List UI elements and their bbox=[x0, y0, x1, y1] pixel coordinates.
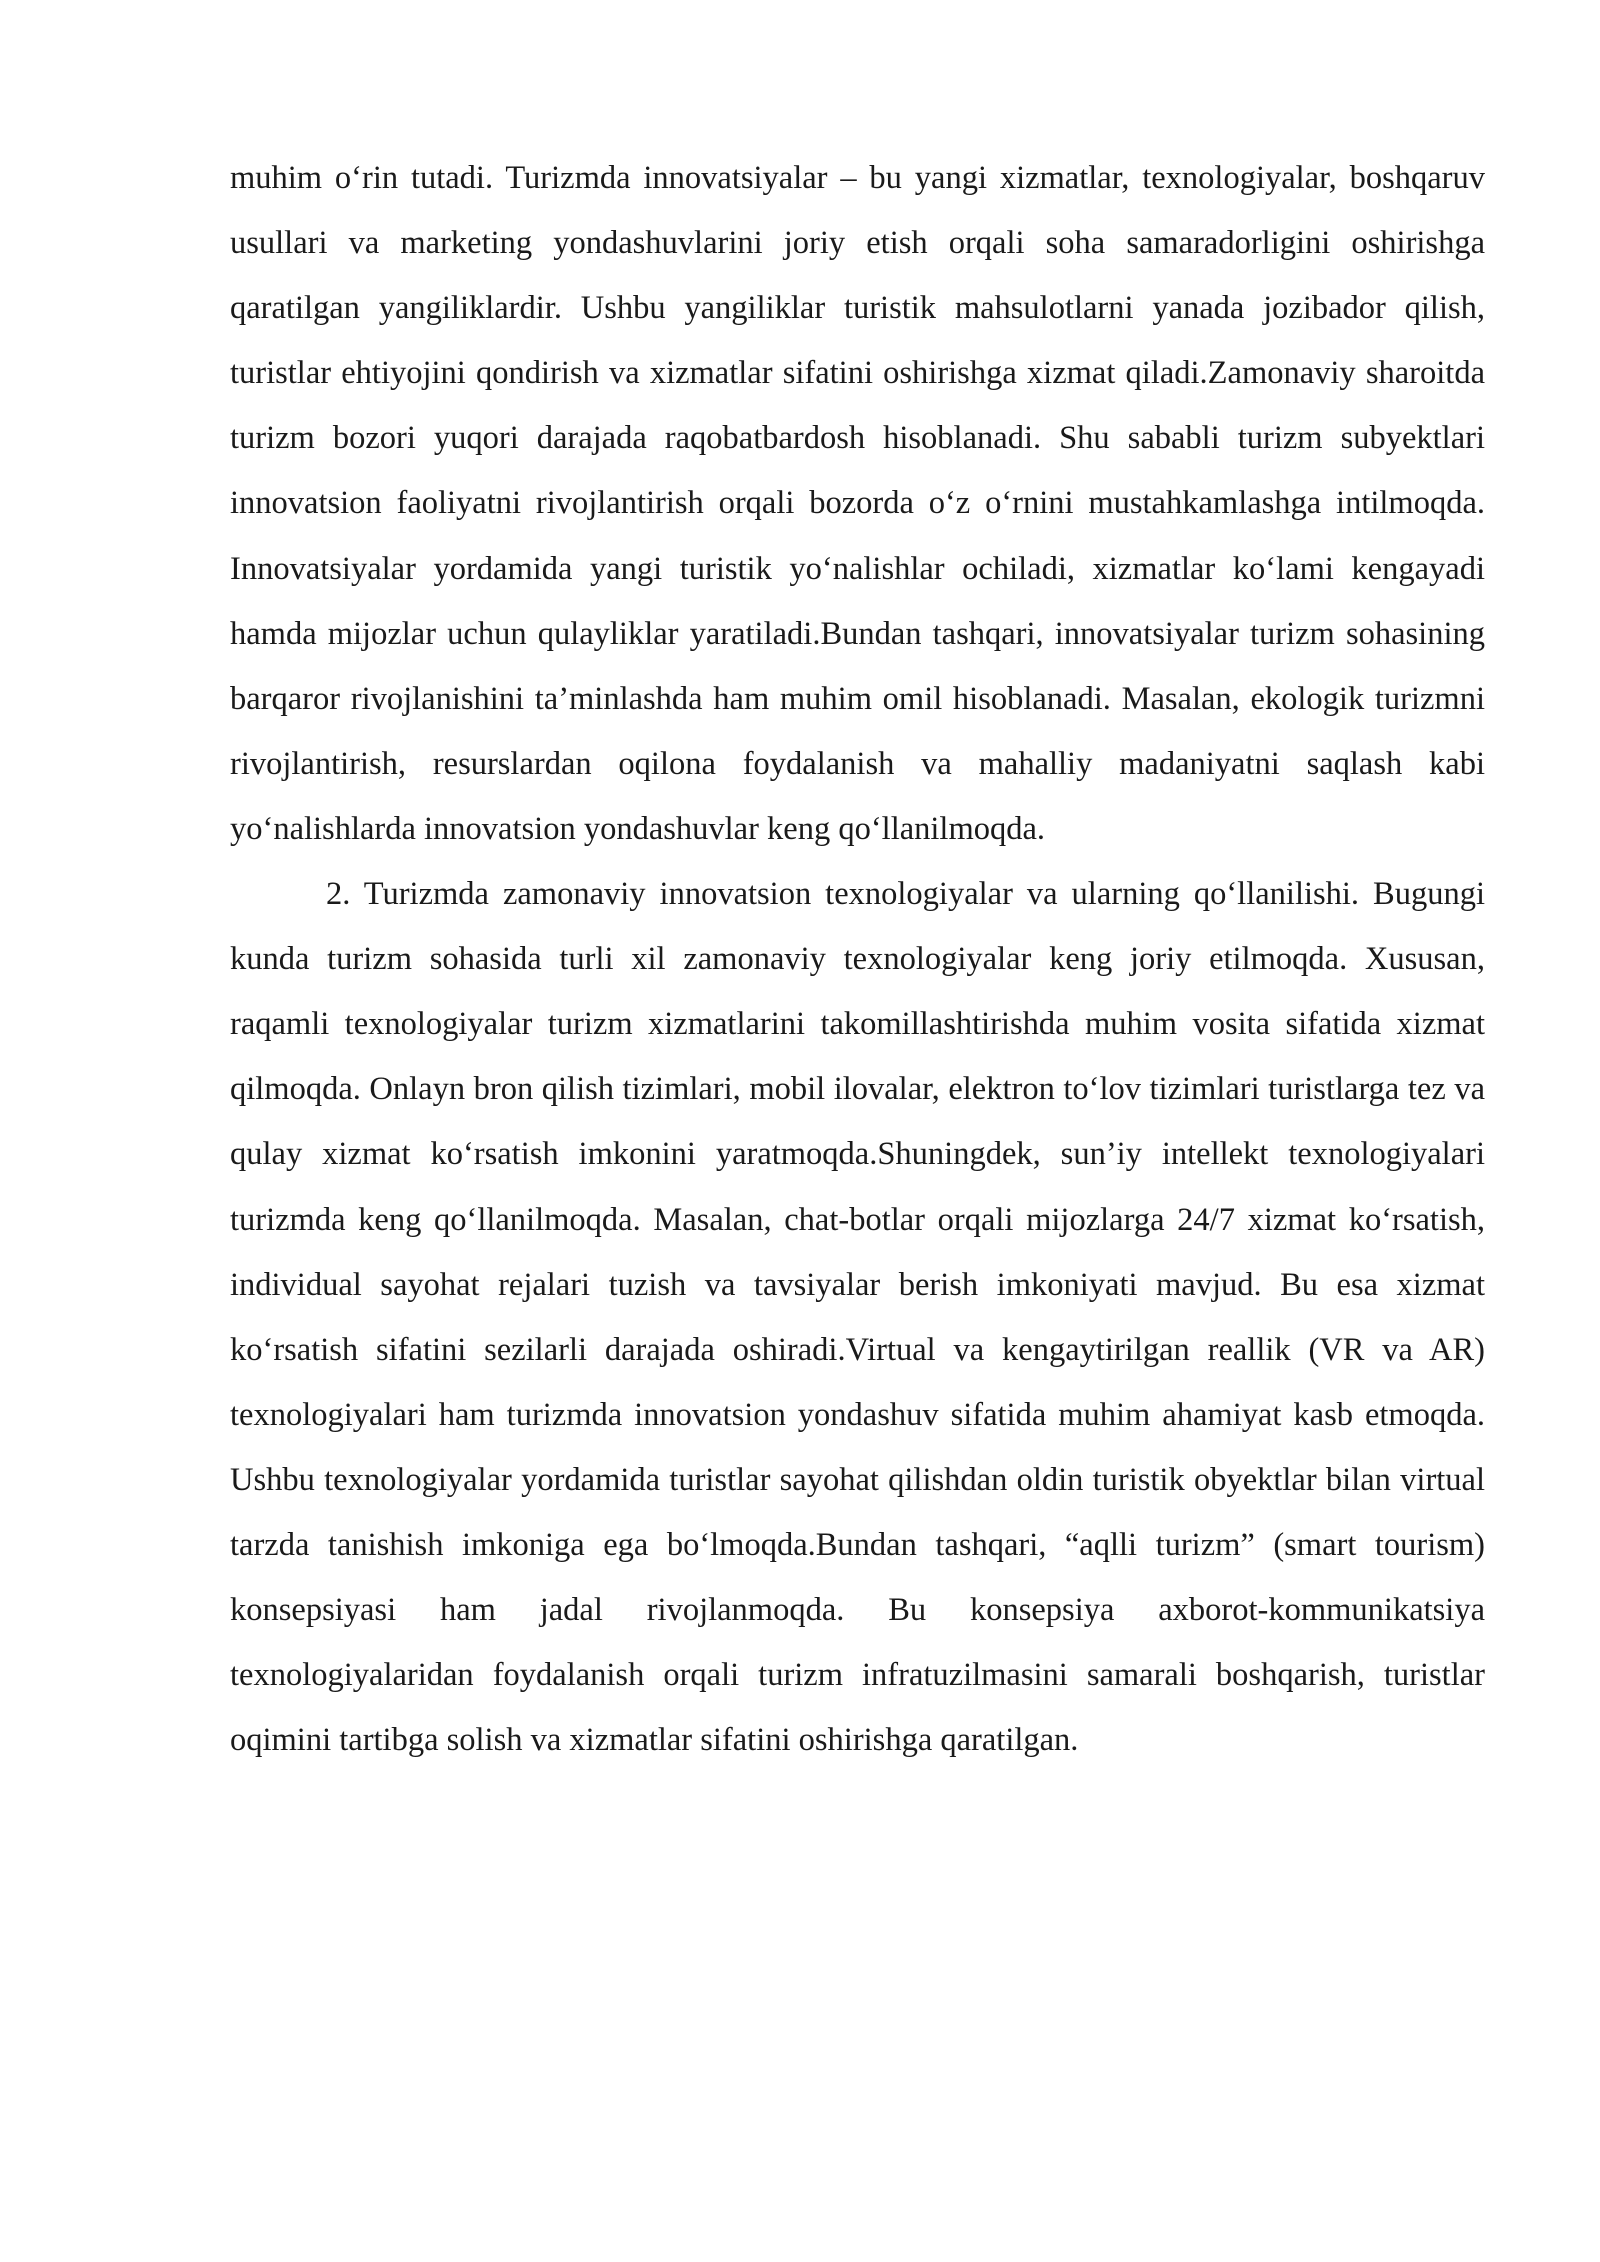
body-paragraph: muhim o‘rin tutadi. Turizmda innovatsiyalar – bu yangi xizmatlar, texnologiyalar, boshqaruv usullari va marketing yondashuvlarini joriy etish orqali soha samaradorligini oshirishga qaratilgan yangiliklardir. Ushbu yangiliklar turistik mahsulotlarni yanada jozibador qilish, turistlar ehtiyojini qondirish va xizmatlar sifatini oshirishga xizmat qiladi.Zamonaviy sharoitda turizm bozori yuqori darajada raqobatbardosh hisoblanadi. Shu sababli turizm subyektlari innovatsion faoliyatni rivojlantirish orqali bozorda o‘z o‘rnini mustahkamlashga intilmoqda. Innovatsiyalar yordamida yangi turistik yo‘nalishlar ochiladi, xizmatlar ko‘lami kengayadi hamda mijozlar uchun qulayliklar yaratiladi.Bundan tashqari, innovatsiyalar turizm sohasining barqaror rivojlanishini ta’minlashda ham muhim omil hisoblanadi. Masalan, ekologik turizmni rivojlantirish, resurslardan oqilona foydalanish va mahalliy madaniyatni saqlash kabi yo‘nalishlarda innovatsion yondashuvlar keng qo‘llanilmoqda. bbox=[230, 160, 1485, 847]
section-paragraph: 2. Turizmda zamonaviy innovatsion texnologiyalar va ularning qo‘llanilishi. Bugungi kunda turizm sohasida turli xil zamonaviy texnologiyalar keng joriy etilmoqda. Xususan, raqamli texnologiyalar turizm xizmatlarini takomillashtirishda muhim vosita sifatida xizmat qilmoqda. Onlayn bron qilish tizimlari, mobil ilovalar, elektron to‘lov tizimlari turistlarga tez va qulay xizmat ko‘rsatish imkonini yaratmoqda.Shuningdek, sun’iy intellekt texnologiyalari turizmda keng qo‘llanilmoqda. Masalan, chat-botlar orqali mijozlarga 24/7 xizmat ko‘rsatish, individual sayohat rejalari tuzish va tavsiyalar berish imkoniyati mavjud. Bu esa xizmat ko‘rsatish sifatini sezilarli darajada oshiradi.Virtual va kengaytirilgan reallik (VR va AR) texnologiyalari ham turizmda innovatsion yondashuv sifatida muhim ahamiyat kasb etmoqda. Ushbu texnologiyalar yordamida turistlar sayohat qilishdan oldin turistik obyektlar bilan virtual tarzda tanishish imkoniga ega bo‘lmoqda.Bundan tashqari, “aqlli turizm” (smart tourism) konsepsiyasi ham jadal rivojlanmoqda. Bu konsepsiya axborot-kommunikatsiya texnologiyalaridan foydalanish orqali turizm infratuzilmasini samarali boshqarish, turistlar oqimini tartibga solish va xizmatlar sifatini oshirishga qaratilgan. bbox=[230, 876, 1485, 1759]
document-body bbox=[230, 146, 1485, 1773]
